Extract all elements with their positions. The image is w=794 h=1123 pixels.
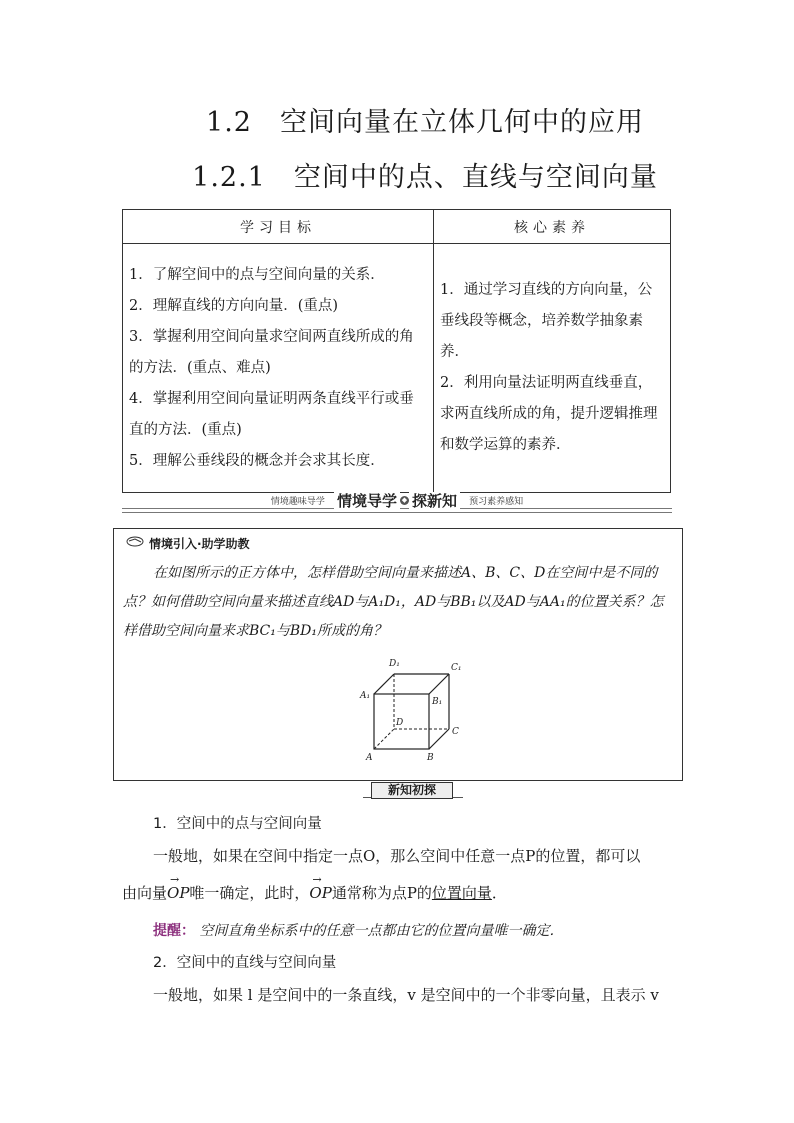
goals-table — [122, 209, 671, 493]
new-knowledge-label: 新知初探 — [371, 782, 453, 799]
cube-label: A — [366, 753, 373, 763]
banner-dot-icon: ◆ — [401, 496, 408, 504]
intro-box — [113, 528, 683, 781]
goal-item: 4．掌握利用空间向量证明两条直线平行或垂直的方法．(重点) — [129, 390, 414, 438]
position-vector-term: 位置向量 — [431, 884, 492, 902]
handshake-icon — [126, 536, 144, 547]
intro-heading: 情境引入·助学助教 — [149, 537, 250, 551]
literacy-item: 2．利用向量法证明两直线垂直，求两直线所成的角，提升逻辑推理和数学运算的素养． — [440, 375, 658, 453]
goals-header: 学习目标 — [123, 210, 434, 244]
s1-heading: 1．空间中的点与空间向量 — [153, 816, 322, 832]
goal-item: 2．理解直线的方向向量．(重点) — [129, 297, 339, 314]
s2-heading: 2．空间中的直线与空间向量 — [153, 955, 337, 971]
goals-list — [123, 244, 434, 493]
banner-title-right: 探新知 — [409, 492, 460, 510]
cube-label: D₁ — [389, 659, 400, 669]
goal-item: 5．理解公垂线段的概念并会求其长度． — [129, 452, 385, 469]
intro-paragraph: 在如图所示的正方体中，怎样借助空间向量来描述A、B、C、D在空间中是不同的点？如何借助空间向量来描述直线AD与A₁D₁，AD与BB₁以及AD与AA₁的位置关系？怎样借助空间向量来求BC₁与BD₁所成的角？ — [123, 565, 664, 639]
cube-label: B — [427, 753, 434, 763]
cube-label: C₁ — [451, 663, 462, 673]
literacy-header: 核心素养 — [434, 210, 671, 244]
reminder-text: 空间直角坐标系中的任意一点都由它的位置向量唯一确定． — [199, 923, 564, 939]
reminder-label: 提醒： — [153, 923, 195, 939]
cube-label: D — [396, 718, 404, 728]
s1-paragraph-line2: 由向量→ OP唯一确定，此时，→ OP通常称为点P的位置向量． — [122, 882, 507, 904]
vector-op: → OP — [167, 882, 189, 904]
reminder — [153, 920, 563, 942]
cube-label: A₁ — [360, 691, 371, 701]
literacy-list — [434, 244, 671, 493]
goal-item: 1．了解空间中的点与空间向量的关系． — [129, 266, 385, 283]
literacy-item: 1．通过学习直线的方向向量，公垂线段等概念，培养数学抽象素养． — [440, 282, 653, 360]
banner-title-left: 情境导学 — [334, 492, 400, 510]
new-knowledge-tag — [363, 780, 463, 800]
banner-right-caption: 预习素养感知 — [465, 497, 527, 507]
banner-left-caption: 情境趣味导学 — [267, 497, 329, 507]
section-title: 1.2 空间向量在立体几何中的应用 — [206, 107, 644, 138]
goal-item: 3．掌握利用空间向量求空间两直线所成的角的方法．(重点、难点) — [129, 328, 414, 376]
cube-label: C — [452, 727, 459, 737]
s2-paragraph-line1: 一般地，如果 l 是空间中的一条直线，v 是空间中的一个非零向量，且表示 v — [153, 986, 659, 1004]
cube-figure — [359, 654, 469, 766]
section-banner — [122, 490, 672, 514]
s1-paragraph-line1: 一般地，如果在空间中指定一点O，那么空间中任意一点P的位置，都可以 — [153, 847, 641, 865]
subsection-title: 1.2.1 空间中的点、直线与空间向量 — [192, 162, 658, 193]
vector-op: → OP — [309, 882, 331, 904]
cube-label: B₁ — [432, 697, 443, 707]
